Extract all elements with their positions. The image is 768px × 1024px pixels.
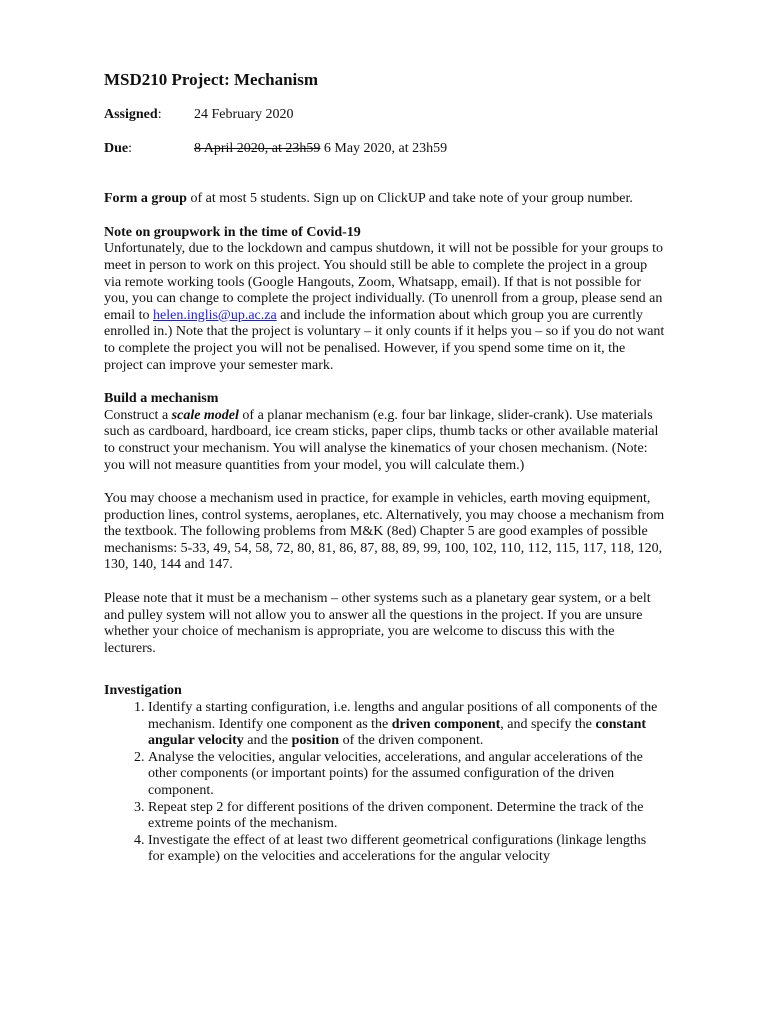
list-item: 3. Repeat step 2 for different positions of the driven component. Determine the track of the extreme points of the mechanism.	[148, 800, 666, 833]
list-item: 2. Analyse the velocities, angular velocities, accelerations, and angular accelerations of the other components (or important points) for the assumed configuration of the driven component.	[148, 750, 666, 800]
assigned-date: 24 February 2020	[194, 107, 294, 122]
covid-paragraph: Unfortunately, due to the lockdown and campus shutdown, it will not be possible for your groups to meet in person to work on this project. You should still be able to complete the project in a group via remote working tools (Google Hangouts, Zoom, Whatsapp, email). If that is not possible for you, you can change to complete the project individually. (To unenroll from a group, please send an email to helen.inglis@up.ac.za and include the information about which group you are currently enrolled in.) Note that the project is voluntary – it only counts if it helps you – so if you do not want to complete the project you will not be penalised. However, if you spend some time on it, the project can improve your semester mark.	[104, 241, 665, 373]
due-label: Due	[104, 140, 129, 156]
list-item: 4. Investigate the effect of at least two different geometrical configurations (linkage lengths for example) on the velocities and accelerations for the angular velocity	[148, 833, 666, 866]
email-link[interactable]: helen.inglis@up.ac.za	[153, 307, 277, 323]
due-date-old: 8 April 2020, at 23h59	[194, 140, 321, 156]
build-heading: Build a mechanism	[104, 391, 219, 407]
group-lead: Form a group	[104, 191, 187, 207]
assigned-colon: :	[157, 107, 162, 122]
investigation-list	[104, 700, 666, 866]
due-row	[104, 141, 666, 158]
covid-heading: Note on groupwork in the time of Covid-19	[104, 224, 361, 240]
build-paragraph-3: Please note that it must be a mechanism – other systems such as a planetary gear system, or a belt and pulley system will not allow you to answer all the questions in the project. If you are unsure whether your choice of mechanism is appropriate, you are welcome to discuss this with the lecturers.	[104, 591, 651, 656]
document-content	[104, 70, 666, 866]
group-paragraph	[104, 191, 666, 208]
build-paragraph-1: Construct a scale model of a planar mechanism (e.g. four bar linkage, slider-crank). Use materials such as cardboard, hardboard, ice cream sticks, paper clips, thumb tacks or other available material to construct your mechanism. You will analyse the kinematics of your chosen mechanism. (Note: you will not measure quantities from your model, you will calculate them.)	[104, 407, 659, 473]
list-item: 1. Identify a starting configuration, i.e. lengths and angular positions of all components of the mechanism. Identify one component as the driven component, and specify the constant angular velocity and the position of the driven component.	[148, 700, 666, 750]
due-colon: :	[128, 140, 133, 156]
assigned-row	[104, 107, 666, 124]
build-paragraph-2: You may choose a mechanism used in practice, for example in vehicles, earth moving equipment, production lines, control systems, aeroplanes, etc. Alternatively, you may choose a mechanism from the textbook. The following problems from M&K (8ed) Chapter 5 are good examples of possible mechanisms: 5-33, 49, 54, 58, 72, 80, 81, 86, 87, 88, 89, 99, 100, 102, 110, 112, 115, 117, 118, 120, 130, 140, 144 and 147.	[104, 491, 665, 573]
assigned-label: Assigned	[104, 107, 158, 122]
scale-model-emphasis: scale model	[171, 407, 239, 423]
group-text: of at most 5 students. Sign up on ClickUP and take note of your group number.	[186, 191, 633, 207]
document-title: MSD210 Project: Mechanism	[104, 70, 319, 89]
due-date-new: 6 May 2020, at 23h59	[323, 140, 448, 156]
investigation-heading: Investigation	[104, 683, 182, 699]
